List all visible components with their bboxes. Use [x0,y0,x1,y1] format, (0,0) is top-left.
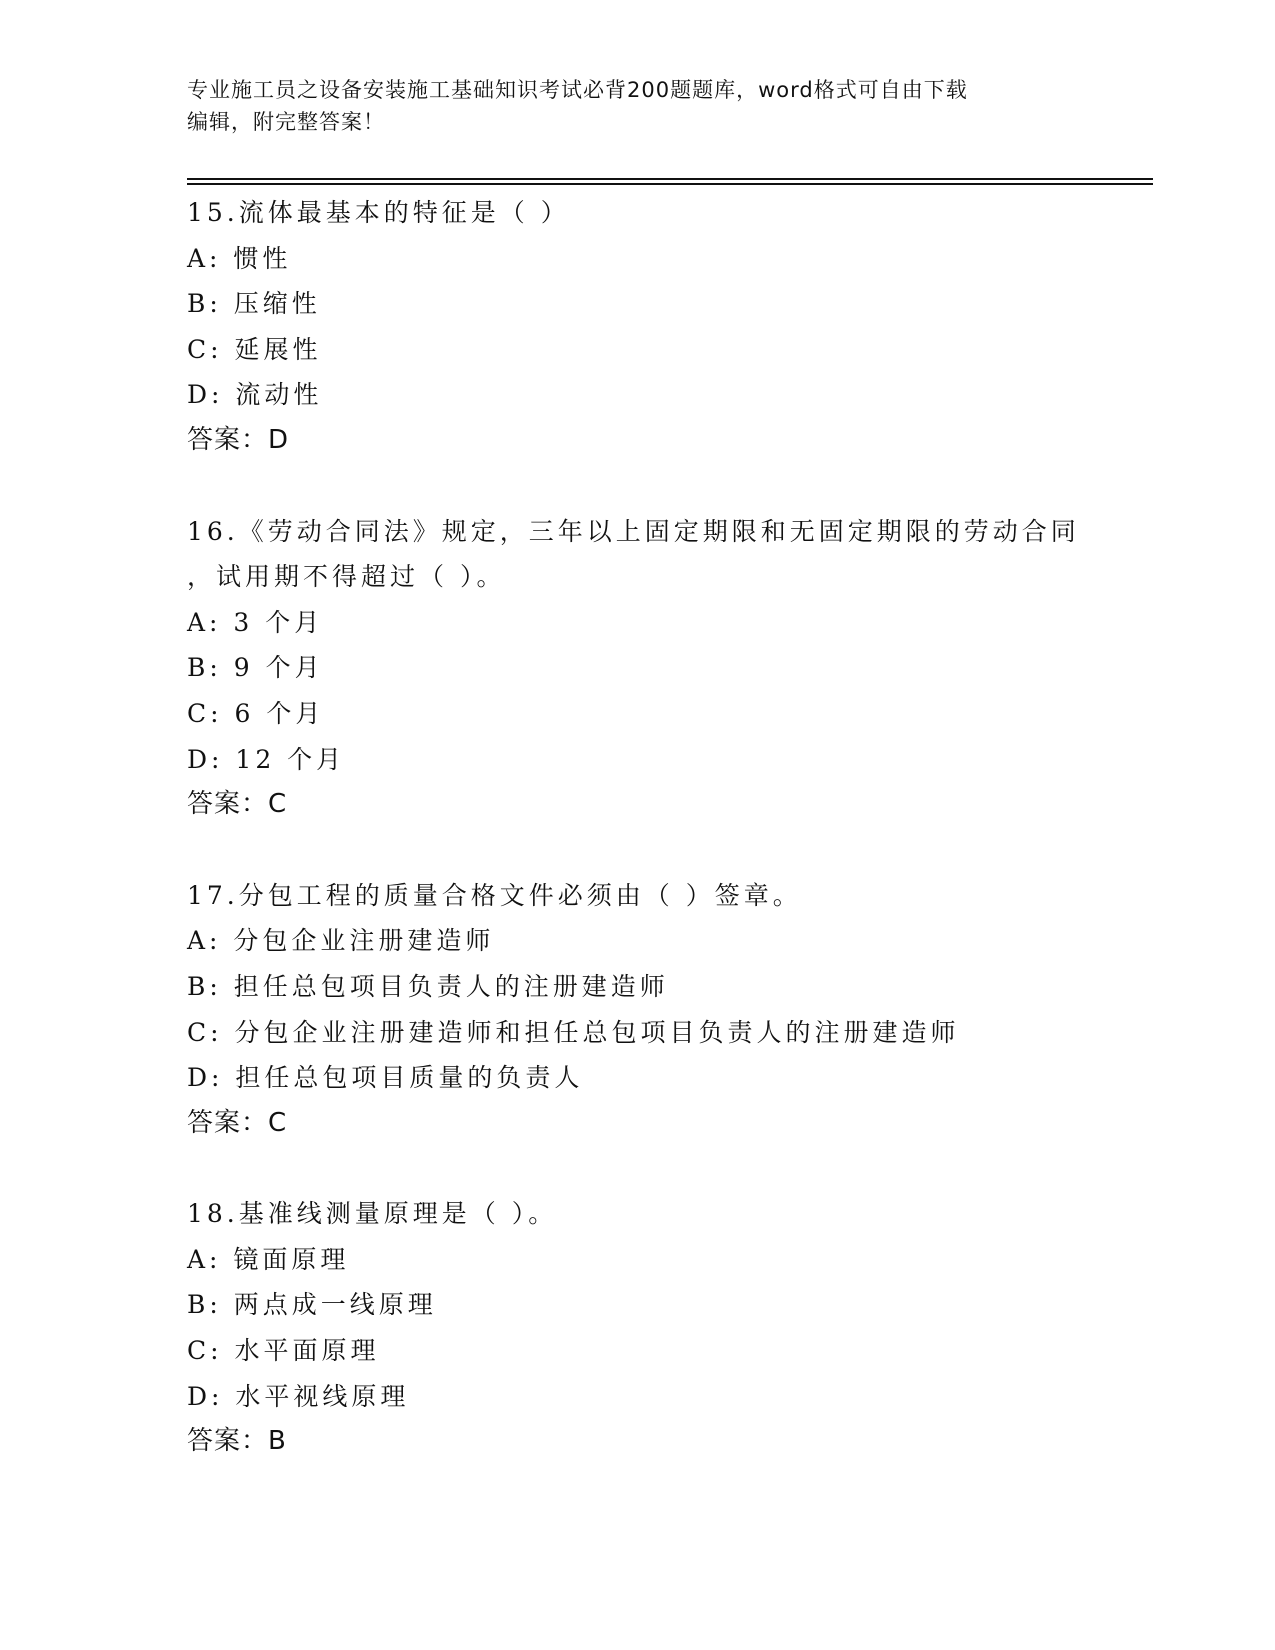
option-b: B: 9 个月 [187,653,324,683]
option-d: D: 流动性 [187,380,323,410]
question-stem-continued: ，试用期不得超过（ ）。 [187,562,506,592]
option-a: A: 惯性 [187,243,292,273]
option-d: D: 12 个月 [187,744,346,774]
question-stem: 16.《劳动合同法》规定，三年以上固定期限和无固定期限的劳动合同 [187,516,1080,546]
option-b: B: 两点成一线原理 [187,1290,437,1320]
answer: 答案：C [187,789,288,820]
document-header: 专业施工员之设备安装施工基础知识考试必背200题题库，word格式可自由下载 编辑，附完整答案！ [187,78,968,134]
option-a: A: 分包企业注册建造师 [187,926,495,956]
option-b: B: 压缩性 [187,289,321,319]
option-a: A: 3 个月 [187,607,324,637]
option-c: C: 延展性 [187,334,322,364]
header-rule-bottom [187,183,1153,185]
option-b: B: 担任总包项目负责人的注册建造师 [187,971,669,1001]
answer: 答案：C [187,1107,288,1138]
question-15 [187,190,1087,464]
question-16 [187,509,1087,828]
option-a: A: 镜面原理 [187,1244,350,1274]
question-17 [187,873,1087,1147]
question-stem: 15.流体最基本的特征是（ ） [187,198,570,227]
option-c: C: 水平面原理 [187,1336,380,1366]
option-c: C: 分包企业注册建造师和担任总包项目负责人的注册建造师 [187,1017,960,1047]
answer: 答案：B [187,1426,287,1457]
option-d: D: 水平视线原理 [187,1381,410,1411]
question-stem: 17.分包工程的质量合格文件必须由（ ）签章。 [187,880,802,910]
option-c: C: 6 个月 [187,698,325,728]
answer: 答案：D [187,424,290,455]
option-d: D: 担任总包项目质量的负责人 [187,1063,584,1093]
header-rule-top [187,178,1153,180]
question-18 [187,1191,1087,1465]
question-list [187,190,1087,1510]
question-stem: 18.基准线测量原理是（ ）。 [187,1199,558,1229]
